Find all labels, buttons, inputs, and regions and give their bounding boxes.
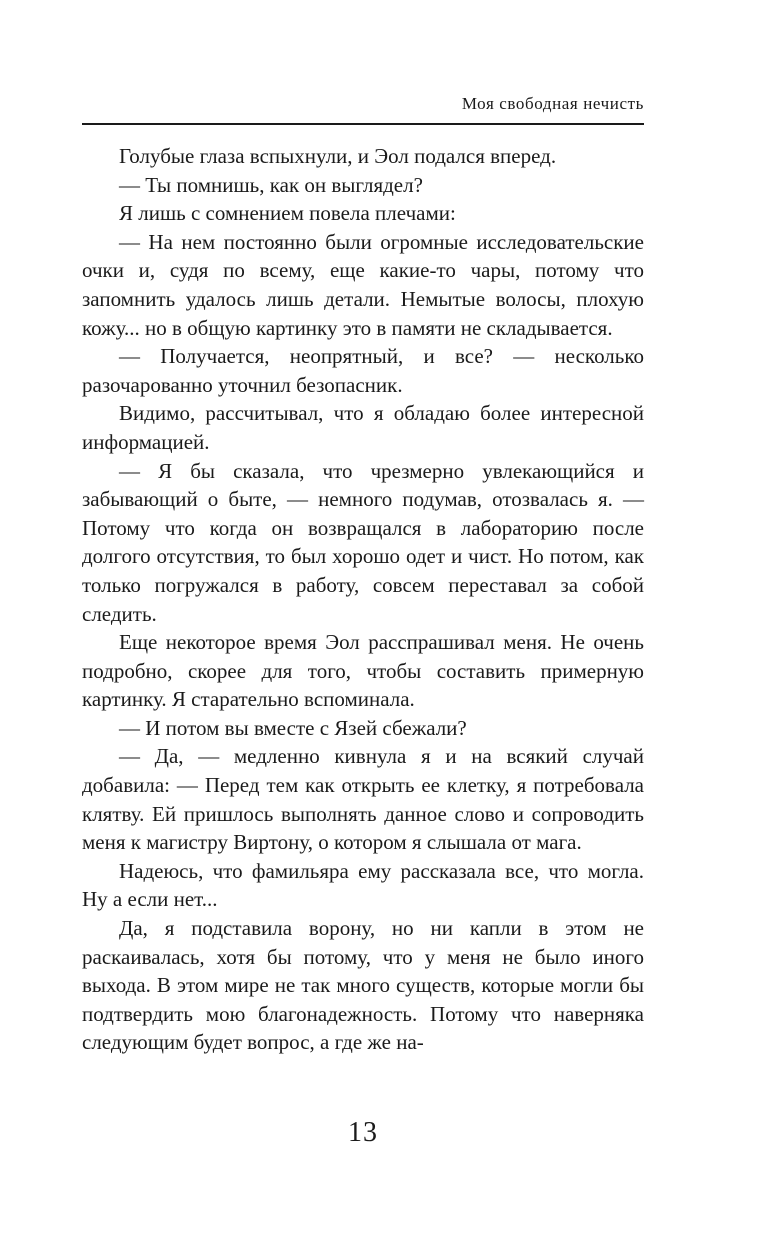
paragraph: — Ты помнишь, как он выглядел? [119,172,423,197]
running-head-title: Моя свободная нечисть [461,94,644,113]
paragraph: Голубые глаза вспыхнули, и Эол подался вперед. [119,144,557,168]
paragraph: Я лишь с сомнением повела плечами: [119,201,456,226]
page-number: 13 [348,1117,378,1148]
paragraph: — Да, — медленно кивнула я и на всякий случай добавила: — Перед тем как открыть ее клетку, я потребовала клятву. Ей пришлось выполнять данное слово и сопроводить меня к магистру Виртону, о котором я слышала от мага. [82,744,644,855]
paragraph: Надеюсь, что фамильяра ему рассказала все, что могла. Ну а если нет... [82,858,644,912]
paragraph: — Получается, неопрятный, и все? — несколько разочарованно уточнил безопасник. [82,344,644,397]
paragraph: — И потом вы вместе с Язей сбежали? [119,715,467,740]
paragraph: Видимо, рассчитывал, что я обладаю более интересной информацией. [82,401,644,454]
body-text [82,142,644,1057]
paragraph: — На нем постоянно были огромные исследовательские очки и, судя по всему, еще какие-то чары, потому что запомнить удалось лишь детали. Немытые волосы, плохую кожу... но в общую картинку это в памяти не складывается. [82,229,644,340]
paragraph: Еще некоторое время Эол расспрашивал меня. Не очень подробно, скорее для того, чтобы составить примерную картинку. Я старательно вспоминала. [82,630,644,712]
header-rule [82,123,644,125]
paragraph: — Я бы сказала, что чрезмерно увлекающийся и забывающий о быте, — немного подумав, отозвалась я. — Потому что когда он возвращался в лабораторию после долгого отсутствия, то был хорошо одет и чист. Но потом, как только погружался в работу, совсем переставал за собой следить. [82,458,644,626]
paragraph: Да, я подставила ворону, но ни капли в этом не раскаивалась, хотя бы потому, что у меня не было иного выхода. В этом мире не так много существ, которые могли бы подтвердить мою благонадежность. Потому что наверняка следующим будет вопрос, а где же на- [82,916,644,1055]
